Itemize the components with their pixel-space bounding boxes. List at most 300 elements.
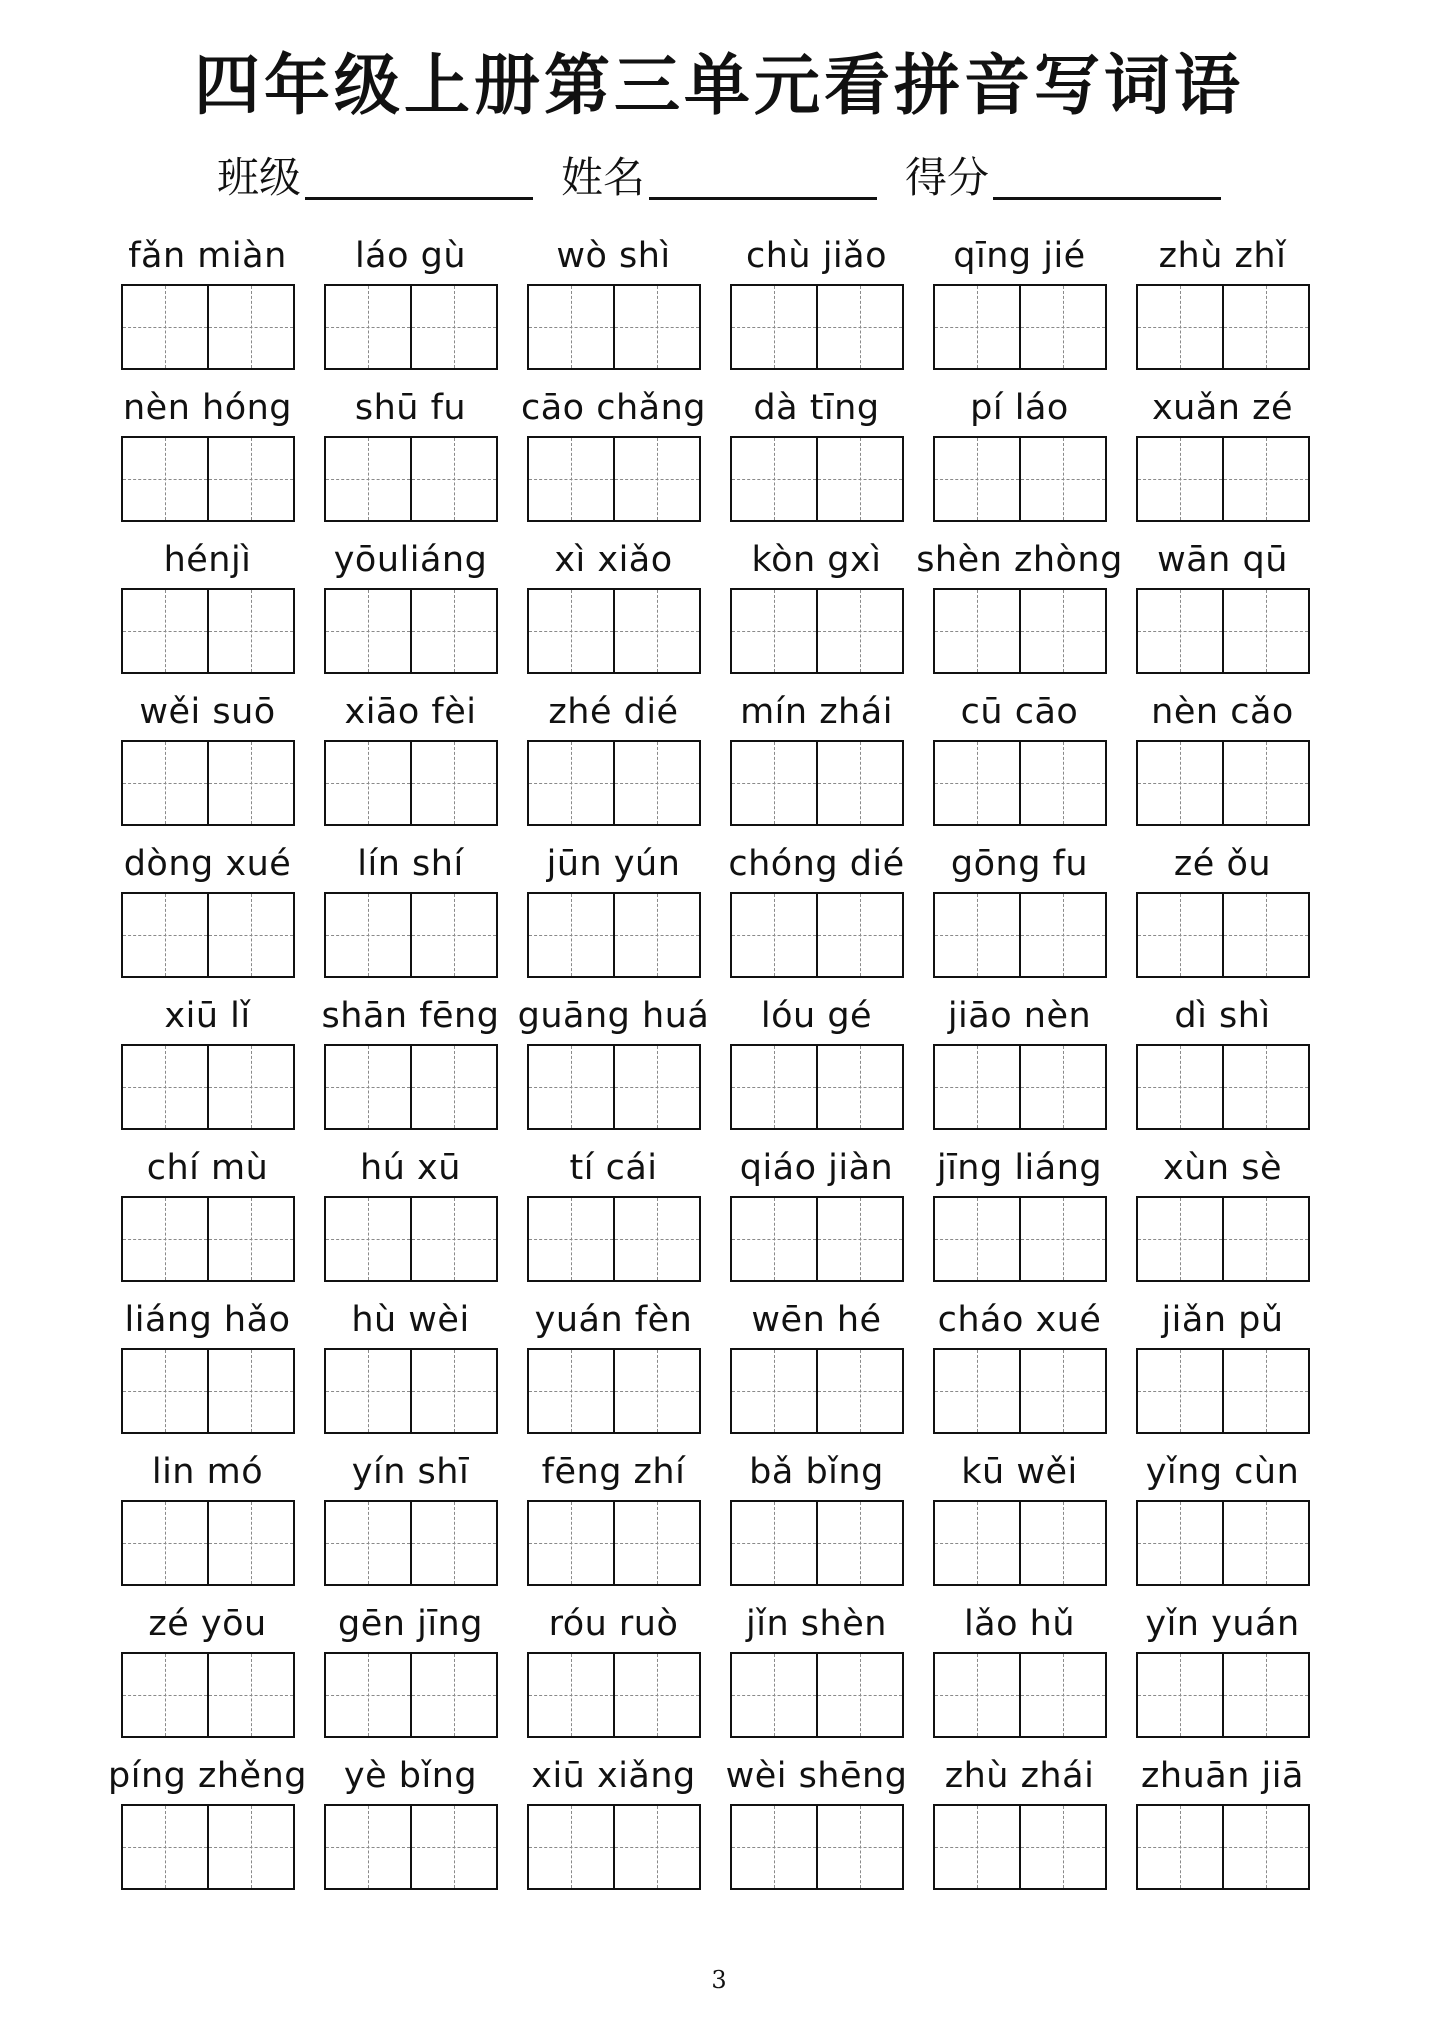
writing-boxes	[527, 1804, 701, 1890]
tianzige-box[interactable]	[732, 1350, 816, 1432]
name-field	[561, 148, 877, 208]
pinyin-label: wān qū	[1157, 540, 1288, 580]
pinyin-label: yuán fèn	[534, 1300, 693, 1340]
tianzige-box[interactable]	[935, 1350, 1019, 1432]
tianzige-box[interactable]	[410, 1806, 496, 1888]
tianzige-box[interactable]	[1019, 1198, 1105, 1280]
tianzige-box[interactable]	[816, 1198, 902, 1280]
writing-boxes	[1136, 1196, 1310, 1282]
writing-boxes	[933, 1500, 1107, 1586]
tianzige-box[interactable]	[935, 742, 1019, 824]
writing-boxes	[324, 1500, 498, 1586]
tianzige-box[interactable]	[935, 1806, 1019, 1888]
tianzige-box[interactable]	[1019, 742, 1105, 824]
pinyin-label: kòn gxì	[751, 540, 882, 580]
tianzige-box[interactable]	[613, 438, 699, 520]
writing-boxes	[1136, 284, 1310, 370]
writing-boxes	[1136, 1652, 1310, 1738]
tianzige-box[interactable]	[816, 286, 902, 368]
writing-boxes	[1136, 436, 1310, 522]
tianzige-box[interactable]	[529, 1806, 613, 1888]
tianzige-box[interactable]	[1222, 894, 1308, 976]
pinyin-label: nèn cǎo	[1151, 692, 1294, 732]
word-cell	[512, 532, 715, 684]
tianzige-box[interactable]	[207, 742, 293, 824]
tianzige-box[interactable]	[1138, 286, 1222, 368]
word-cell	[715, 532, 918, 684]
tianzige-box[interactable]	[1222, 438, 1308, 520]
pinyin-label: zhuān jiā	[1141, 1756, 1304, 1796]
writing-boxes	[527, 1348, 701, 1434]
writing-boxes	[121, 1196, 295, 1282]
tianzige-box[interactable]	[1222, 1198, 1308, 1280]
writing-boxes	[121, 1652, 295, 1738]
pinyin-label: píng zhěng	[108, 1756, 307, 1796]
writing-boxes	[527, 1500, 701, 1586]
score-label: 得分	[905, 153, 990, 202]
tianzige-box[interactable]	[816, 1350, 902, 1432]
pinyin-label: jǐn shèn	[746, 1604, 887, 1644]
writing-boxes	[121, 1804, 295, 1890]
tianzige-box[interactable]	[410, 1046, 496, 1128]
tianzige-box[interactable]	[816, 894, 902, 976]
writing-boxes	[730, 284, 904, 370]
tianzige-box[interactable]	[207, 1046, 293, 1128]
pinyin-label: jūn yún	[546, 844, 681, 884]
writing-boxes	[324, 892, 498, 978]
writing-boxes	[730, 1804, 904, 1890]
pinyin-label: wěi suō	[139, 692, 276, 732]
pinyin-label: chí mù	[146, 1148, 269, 1188]
word-cell	[715, 228, 918, 380]
pinyin-label: fēng zhí	[541, 1452, 686, 1492]
writing-boxes	[324, 1652, 498, 1738]
tianzige-box[interactable]	[732, 742, 816, 824]
tianzige-box[interactable]	[816, 1806, 902, 1888]
word-cell	[512, 836, 715, 988]
tianzige-box[interactable]	[613, 894, 699, 976]
writing-boxes	[324, 588, 498, 674]
word-cell	[1121, 988, 1324, 1140]
word-cell	[106, 684, 309, 836]
tianzige-box[interactable]	[529, 1198, 613, 1280]
pinyin-label: hú xū	[360, 1148, 461, 1188]
word-cell	[106, 1748, 309, 1900]
writing-boxes	[121, 740, 295, 826]
tianzige-box[interactable]	[1138, 590, 1222, 672]
tianzige-box[interactable]	[410, 1198, 496, 1280]
tianzige-box[interactable]	[613, 742, 699, 824]
tianzige-box[interactable]	[123, 1198, 207, 1280]
word-cell	[1121, 684, 1324, 836]
tianzige-box[interactable]	[410, 438, 496, 520]
tianzige-box[interactable]	[123, 1502, 207, 1584]
pinyin-label: wēn hé	[751, 1300, 882, 1340]
tianzige-box[interactable]	[935, 1198, 1019, 1280]
tianzige-box[interactable]	[732, 894, 816, 976]
writing-boxes	[1136, 588, 1310, 674]
writing-boxes	[933, 1196, 1107, 1282]
tianzige-box[interactable]	[732, 1502, 816, 1584]
writing-boxes	[730, 1652, 904, 1738]
tianzige-box[interactable]	[1138, 1502, 1222, 1584]
pinyin-label: xiū xiǎng	[531, 1756, 696, 1796]
tianzige-box[interactable]	[732, 1046, 816, 1128]
word-cell	[918, 1140, 1121, 1292]
tianzige-box[interactable]	[207, 1806, 293, 1888]
tianzige-box[interactable]	[529, 438, 613, 520]
word-cell	[1121, 1140, 1324, 1292]
pinyin-label: dòng xué	[123, 844, 292, 884]
pinyin-label: wèi shēng	[725, 1756, 908, 1796]
tianzige-box[interactable]	[1019, 894, 1105, 976]
writing-boxes	[121, 436, 295, 522]
writing-boxes	[730, 1044, 904, 1130]
word-cell	[309, 1140, 512, 1292]
tianzige-box[interactable]	[613, 1350, 699, 1432]
tianzige-box[interactable]	[326, 1350, 410, 1432]
writing-boxes	[730, 436, 904, 522]
tianzige-box[interactable]	[207, 1198, 293, 1280]
tianzige-box[interactable]	[123, 1046, 207, 1128]
tianzige-box[interactable]	[1019, 1654, 1105, 1736]
pinyin-label: wò shì	[556, 236, 671, 276]
tianzige-box[interactable]	[410, 1654, 496, 1736]
word-cell	[106, 1444, 309, 1596]
tianzige-box[interactable]	[1222, 1502, 1308, 1584]
tianzige-box[interactable]	[1222, 1806, 1308, 1888]
pinyin-label: xiū lǐ	[164, 996, 251, 1036]
pinyin-label: cāo chǎng	[520, 388, 706, 428]
pinyin-label: yǐng cùn	[1145, 1452, 1300, 1492]
tianzige-box[interactable]	[935, 590, 1019, 672]
pinyin-label: zhù zhǐ	[1158, 236, 1287, 276]
tianzige-box[interactable]	[326, 894, 410, 976]
pinyin-label: tí cái	[569, 1148, 658, 1188]
word-cell	[309, 228, 512, 380]
pinyin-label: chóng dié	[728, 844, 905, 884]
tianzige-box[interactable]	[529, 1350, 613, 1432]
tianzige-box[interactable]	[529, 742, 613, 824]
pinyin-label: róu ruò	[548, 1604, 679, 1644]
tianzige-box[interactable]	[935, 438, 1019, 520]
tianzige-box[interactable]	[326, 590, 410, 672]
word-cell	[106, 1140, 309, 1292]
writing-boxes	[730, 740, 904, 826]
tianzige-box[interactable]	[1019, 438, 1105, 520]
score-field	[905, 148, 1221, 208]
tianzige-box[interactable]	[613, 1198, 699, 1280]
word-cell	[1121, 532, 1324, 684]
writing-boxes	[527, 284, 701, 370]
tianzige-box[interactable]	[326, 286, 410, 368]
word-cell	[106, 380, 309, 532]
pinyin-label: láo gù	[354, 236, 467, 276]
tianzige-box[interactable]	[613, 1502, 699, 1584]
writing-boxes	[933, 1348, 1107, 1434]
tianzige-box[interactable]	[1138, 742, 1222, 824]
word-cell	[918, 1292, 1121, 1444]
pinyin-label: hù wèi	[351, 1300, 470, 1340]
tianzige-box[interactable]	[816, 1654, 902, 1736]
pinyin-label: lǎo hǔ	[963, 1604, 1076, 1644]
writing-boxes	[324, 1196, 498, 1282]
word-cell	[106, 836, 309, 988]
word-cell	[309, 532, 512, 684]
pinyin-label: zhé dié	[548, 692, 679, 732]
word-cell	[512, 1140, 715, 1292]
pinyin-label: xì xiǎo	[554, 540, 673, 580]
tianzige-box[interactable]	[410, 742, 496, 824]
pinyin-label: zé yōu	[148, 1604, 267, 1644]
word-cell	[512, 684, 715, 836]
word-cell	[918, 988, 1121, 1140]
tianzige-box[interactable]	[529, 590, 613, 672]
word-cell	[1121, 1292, 1324, 1444]
tianzige-box[interactable]	[613, 1046, 699, 1128]
tianzige-box[interactable]	[529, 1046, 613, 1128]
tianzige-box[interactable]	[529, 1502, 613, 1584]
tianzige-box[interactable]	[123, 286, 207, 368]
tianzige-box[interactable]	[326, 1198, 410, 1280]
pinyin-label: nèn hóng	[122, 388, 293, 428]
word-cell	[1121, 228, 1324, 380]
word-cell	[1121, 836, 1324, 988]
tianzige-box[interactable]	[1222, 1350, 1308, 1432]
tianzige-box[interactable]	[613, 286, 699, 368]
writing-boxes	[324, 740, 498, 826]
writing-boxes	[121, 892, 295, 978]
tianzige-box[interactable]	[1019, 286, 1105, 368]
tianzige-box[interactable]	[529, 894, 613, 976]
writing-boxes	[933, 740, 1107, 826]
writing-boxes	[527, 740, 701, 826]
tianzige-box[interactable]	[732, 286, 816, 368]
word-cell	[918, 228, 1121, 380]
tianzige-box[interactable]	[816, 590, 902, 672]
word-cell	[715, 1596, 918, 1748]
tianzige-box[interactable]	[732, 1654, 816, 1736]
pinyin-label: pí láo	[970, 388, 1069, 428]
tianzige-box[interactable]	[1138, 894, 1222, 976]
tianzige-box[interactable]	[410, 894, 496, 976]
pinyin-label: jiǎn pǔ	[1161, 1300, 1284, 1340]
tianzige-box[interactable]	[1138, 1350, 1222, 1432]
tianzige-box[interactable]	[326, 742, 410, 824]
tianzige-box[interactable]	[1222, 590, 1308, 672]
writing-boxes	[1136, 1804, 1310, 1890]
pinyin-label: xuǎn zé	[1151, 388, 1294, 428]
tianzige-box[interactable]	[1019, 1806, 1105, 1888]
word-cell	[512, 1596, 715, 1748]
tianzige-box[interactable]	[935, 1502, 1019, 1584]
tianzige-box[interactable]	[123, 894, 207, 976]
pinyin-label: shū fu	[354, 388, 467, 428]
writing-boxes	[1136, 1500, 1310, 1586]
word-cell	[715, 1140, 918, 1292]
class-blank[interactable]	[305, 197, 533, 200]
pinyin-label: shèn zhòng	[916, 540, 1123, 580]
word-cell	[106, 1596, 309, 1748]
writing-boxes	[527, 1044, 701, 1130]
pinyin-label: dà tīng	[753, 388, 880, 428]
tianzige-box[interactable]	[123, 1654, 207, 1736]
word-cell	[512, 1292, 715, 1444]
pinyin-label: jiāo nèn	[947, 996, 1092, 1036]
tianzige-box[interactable]	[816, 742, 902, 824]
tianzige-box[interactable]	[935, 286, 1019, 368]
writing-boxes	[121, 284, 295, 370]
word-cell	[715, 988, 918, 1140]
writing-boxes	[933, 436, 1107, 522]
tianzige-box[interactable]	[529, 1654, 613, 1736]
tianzige-box[interactable]	[613, 590, 699, 672]
tianzige-box[interactable]	[1222, 1654, 1308, 1736]
tianzige-box[interactable]	[123, 1806, 207, 1888]
score-blank[interactable]	[993, 197, 1221, 200]
tianzige-box[interactable]	[326, 1502, 410, 1584]
tianzige-box[interactable]	[123, 590, 207, 672]
word-cell	[512, 228, 715, 380]
tianzige-box[interactable]	[935, 1654, 1019, 1736]
tianzige-box[interactable]	[326, 1046, 410, 1128]
tianzige-box[interactable]	[207, 286, 293, 368]
tianzige-box[interactable]	[1222, 742, 1308, 824]
word-cell	[512, 1444, 715, 1596]
tianzige-box[interactable]	[207, 1350, 293, 1432]
class-label: 班级	[216, 153, 301, 202]
pinyin-label: lin mó	[151, 1452, 264, 1492]
writing-boxes	[730, 588, 904, 674]
pinyin-label: mín zhái	[740, 692, 893, 732]
word-cell	[1121, 380, 1324, 532]
tianzige-box[interactable]	[1222, 1046, 1308, 1128]
word-cell	[715, 836, 918, 988]
tianzige-box[interactable]	[1138, 1198, 1222, 1280]
tianzige-box[interactable]	[1138, 1046, 1222, 1128]
tianzige-box[interactable]	[1138, 1806, 1222, 1888]
tianzige-box[interactable]	[410, 1502, 496, 1584]
writing-boxes	[933, 1804, 1107, 1890]
tianzige-box[interactable]	[732, 1806, 816, 1888]
pinyin-label: lóu gé	[760, 996, 873, 1036]
page-number: 3	[711, 1966, 727, 1994]
tianzige-box[interactable]	[326, 438, 410, 520]
tianzige-box[interactable]	[1138, 438, 1222, 520]
word-cell	[106, 988, 309, 1140]
pinyin-label: chù jiǎo	[745, 236, 888, 276]
pinyin-label: yǐn yuán	[1145, 1604, 1300, 1644]
tianzige-box[interactable]	[732, 1198, 816, 1280]
word-cell	[715, 684, 918, 836]
pinyin-label: zhù zhái	[944, 1756, 1095, 1796]
tianzige-box[interactable]	[207, 894, 293, 976]
writing-boxes	[324, 1348, 498, 1434]
tianzige-box[interactable]	[1019, 590, 1105, 672]
tianzige-box[interactable]	[732, 590, 816, 672]
tianzige-box[interactable]	[123, 1350, 207, 1432]
tianzige-box[interactable]	[123, 438, 207, 520]
tianzige-box[interactable]	[207, 1654, 293, 1736]
tianzige-box[interactable]	[326, 1806, 410, 1888]
tianzige-box[interactable]	[1019, 1502, 1105, 1584]
writing-boxes	[527, 436, 701, 522]
word-cell	[309, 836, 512, 988]
class-field	[217, 148, 533, 208]
writing-boxes	[527, 1196, 701, 1282]
pinyin-label: gōng fu	[950, 844, 1089, 884]
word-cell	[1121, 1596, 1324, 1748]
writing-boxes	[527, 588, 701, 674]
tianzige-box[interactable]	[1019, 1046, 1105, 1128]
word-cell	[918, 380, 1121, 532]
name-blank[interactable]	[649, 197, 877, 200]
tianzige-box[interactable]	[1138, 1654, 1222, 1736]
word-cell	[309, 684, 512, 836]
tianzige-box[interactable]	[613, 1654, 699, 1736]
tianzige-box[interactable]	[529, 286, 613, 368]
tianzige-box[interactable]	[935, 894, 1019, 976]
writing-boxes	[324, 1804, 498, 1890]
writing-boxes	[1136, 1348, 1310, 1434]
writing-boxes	[121, 1044, 295, 1130]
tianzige-box[interactable]	[1222, 286, 1308, 368]
tianzige-box[interactable]	[732, 438, 816, 520]
tianzige-box[interactable]	[613, 1806, 699, 1888]
pinyin-label: liáng hǎo	[124, 1300, 291, 1340]
tianzige-box[interactable]	[935, 1046, 1019, 1128]
word-cell	[918, 836, 1121, 988]
pinyin-label: qīng jié	[953, 236, 1086, 276]
pinyin-label: zé ǒu	[1173, 844, 1272, 884]
writing-boxes	[1136, 892, 1310, 978]
tianzige-box[interactable]	[207, 1502, 293, 1584]
pinyin-label: shān fēng	[321, 996, 500, 1036]
word-cell	[106, 532, 309, 684]
writing-boxes	[1136, 740, 1310, 826]
tianzige-box[interactable]	[816, 1046, 902, 1128]
writing-boxes	[527, 1652, 701, 1738]
tianzige-box[interactable]	[123, 742, 207, 824]
tianzige-box[interactable]	[816, 1502, 902, 1584]
pinyin-label: lín shí	[357, 844, 464, 884]
tianzige-box[interactable]	[207, 590, 293, 672]
tianzige-box[interactable]	[410, 590, 496, 672]
pinyin-label: yín shī	[351, 1452, 470, 1492]
word-cell	[512, 988, 715, 1140]
tianzige-box[interactable]	[1019, 1350, 1105, 1432]
tianzige-box[interactable]	[410, 286, 496, 368]
pinyin-label: cháo xué	[937, 1300, 1102, 1340]
tianzige-box[interactable]	[326, 1654, 410, 1736]
info-row	[0, 148, 1438, 208]
word-cell	[512, 380, 715, 532]
tianzige-box[interactable]	[207, 438, 293, 520]
word-cell	[106, 1292, 309, 1444]
word-cell	[918, 1444, 1121, 1596]
page-title: 四年级上册第三单元看拼音写词语	[194, 47, 1244, 124]
tianzige-box[interactable]	[816, 438, 902, 520]
writing-boxes	[730, 1348, 904, 1434]
tianzige-box[interactable]	[410, 1350, 496, 1432]
writing-boxes	[730, 1196, 904, 1282]
pinyin-label: bǎ bǐng	[749, 1452, 884, 1492]
writing-boxes	[324, 284, 498, 370]
word-cell	[309, 1596, 512, 1748]
word-cell	[512, 1748, 715, 1900]
pinyin-label: hénjì	[163, 540, 252, 580]
pinyin-label: dì shì	[1174, 996, 1271, 1036]
